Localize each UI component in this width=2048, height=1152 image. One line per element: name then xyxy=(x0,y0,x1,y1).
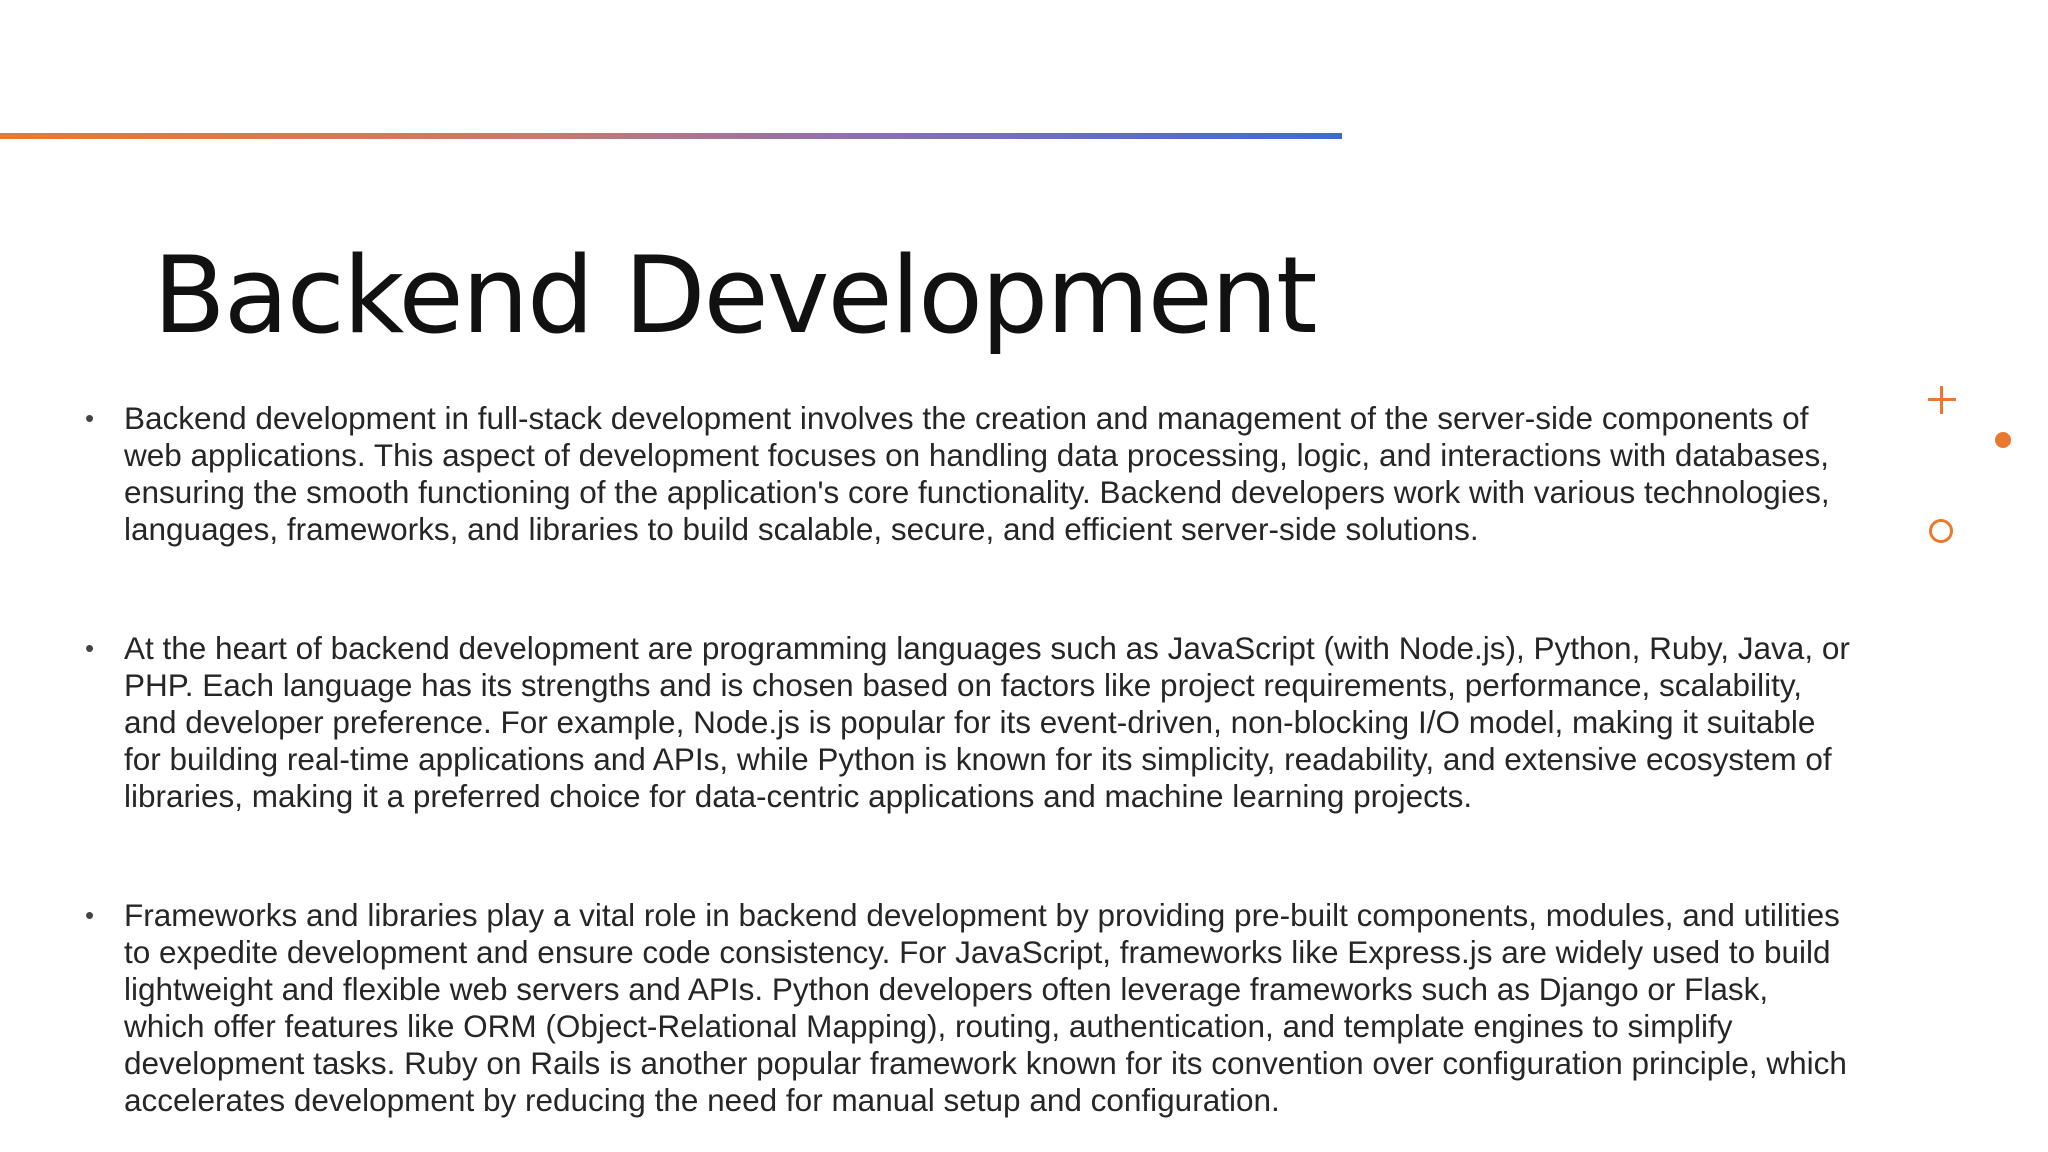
bullet-icon: • xyxy=(85,900,95,930)
gradient-accent-line xyxy=(0,133,1342,139)
bullet-text: At the heart of backend development are programming languages such as JavaScript (with Node.js), Python, Ruby, Java, or PHP. Each language has its strengths and is chosen based on factors like project requirements, performance, scalability, and developer preference. For example, Node.js is popular for its event-driven, non-blocking I/O model, making it suitable for building real-time applications and APIs, while Python is known for its simplicity, readability, and extensive ecosystem of libraries, making it a preferred choice for data-centric applications and machine learning projects. xyxy=(124,630,1850,814)
bullet-text: Backend development in full-stack development involves the creation and management of the server-side components of web applications. This aspect of development focuses on handling data processing, logic, and interactions with databases, ensuring the smooth functioning of the application's core functionality. Backend developers work with various technologies, languages, frameworks, and libraries to build scalable, secure, and efficient server-side solutions. xyxy=(124,400,1830,547)
bullet-item xyxy=(84,897,1854,1119)
bullet-icon: • xyxy=(85,633,95,663)
bullet-item xyxy=(84,400,1854,548)
plus-icon xyxy=(1928,386,1956,414)
bullet-text: Frameworks and libraries play a vital role in backend development by providing pre-built components, modules, and utilities to expedite development and ensure code consistency. For JavaScript, frameworks like Express.js are widely used to build lightweight and flexible web servers and APIs. Python developers often leverage frameworks such as Django or Flask, which offer features like ORM (Object-Relational Mapping), routing, authentication, and template engines to simplify development tasks. Ruby on Rails is another popular framework known for its convention over configuration principle, which accelerates development by reducing the need for manual setup and configuration. xyxy=(124,897,1847,1118)
bullet-item xyxy=(84,630,1854,815)
slide-title: Backend Development xyxy=(153,234,1316,357)
filled-circle-icon xyxy=(1995,432,2011,448)
bullet-icon: • xyxy=(85,403,95,433)
ring-icon xyxy=(1929,519,1953,543)
bullet-list xyxy=(84,400,1854,1119)
